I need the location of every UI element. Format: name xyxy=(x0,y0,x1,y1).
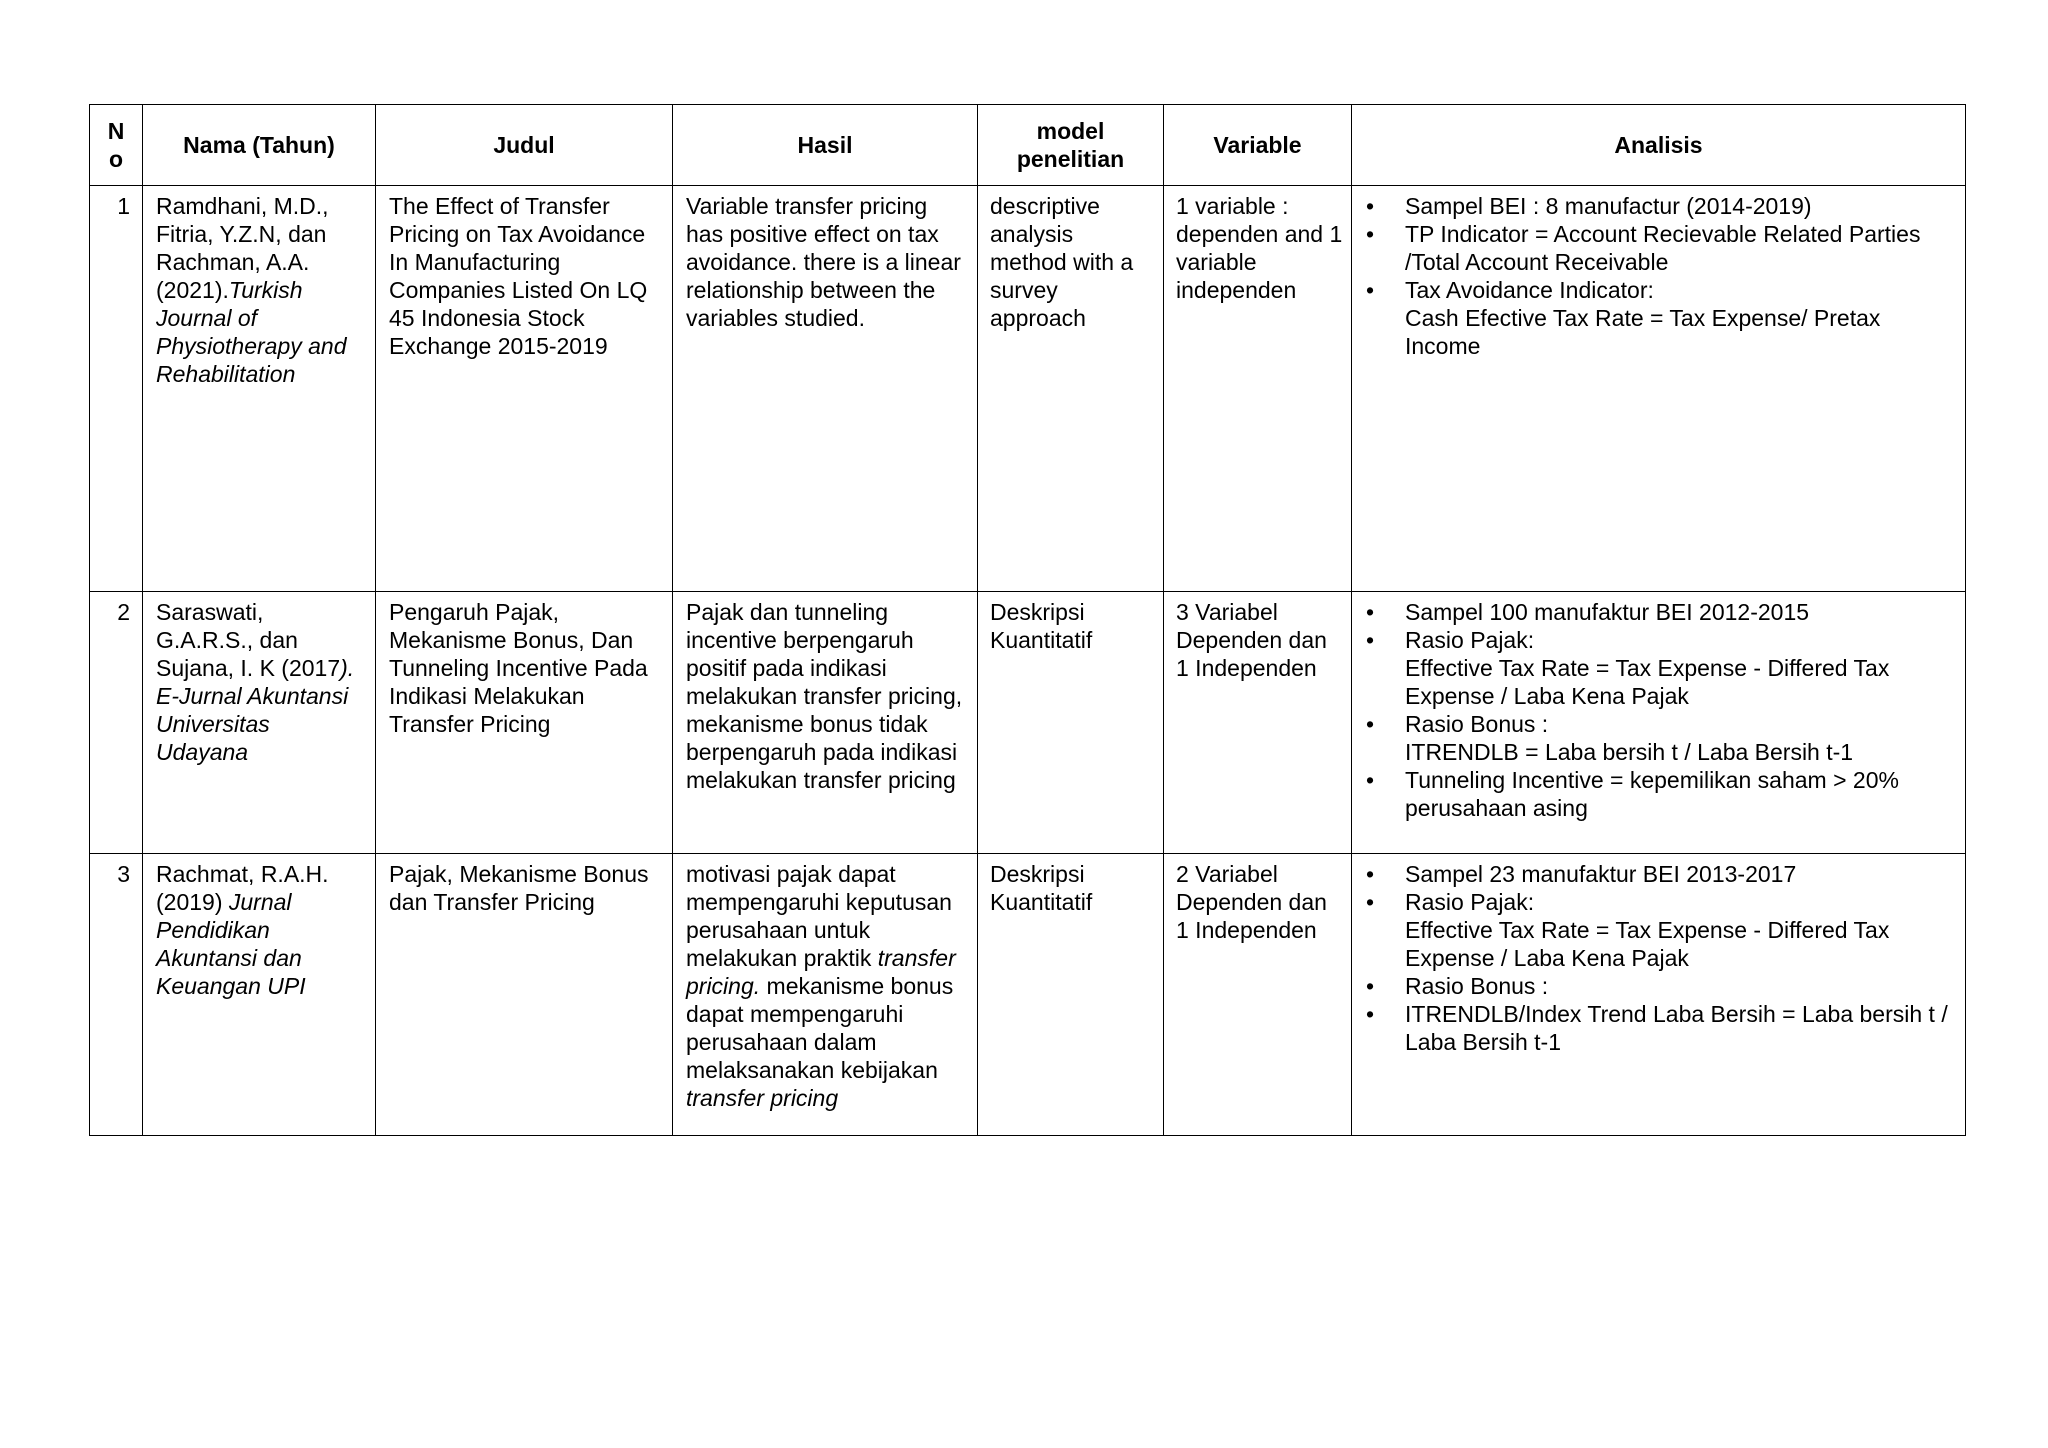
cell-judul: Pajak, Mekanisme Bonus dan Transfer Pricing xyxy=(376,854,673,1136)
header-variable: Variable xyxy=(1164,105,1352,186)
header-model: model penelitian xyxy=(978,105,1164,186)
header-judul: Judul xyxy=(376,105,673,186)
cell-judul: The Effect of Transfer Pricing on Tax Avoidance In Manufacturing Companies Listed On LQ 45 Indonesia Stock Exchange 2015-2019 xyxy=(376,186,673,592)
cell-judul: Pengaruh Pajak, Mekanisme Bonus, Dan Tunneling Incentive Pada Indikasi Melakukan Transfer Pricing xyxy=(376,592,673,854)
literature-review-table xyxy=(89,104,1966,1136)
cell-model: descriptive analysis method with a survey approach xyxy=(978,186,1164,592)
cell-hasil: Variable transfer pricing has positive effect on tax avoidance. there is a linear relationship between the variables studied. xyxy=(673,186,978,592)
cell-nama: Ramdhani, M.D., Fitria, Y.Z.N, dan Rachman, A.A. (2021).Turkish Journal of Physiotherapy and Rehabilitation xyxy=(143,186,376,592)
list-item: • Tax Avoidance Indicator: Cash Efective Tax Rate = Tax Expense/ Pretax Income xyxy=(1365,276,1953,360)
header-no: N o xyxy=(90,105,143,186)
list-item: • Rasio Pajak: Effective Tax Rate = Tax Expense - Differed Tax Expense / Laba Kena Pajak xyxy=(1365,888,1953,972)
cell-variable: 2 Variabel Dependen dan 1 Independen xyxy=(1164,854,1352,1136)
list-item: • Rasio Bonus : ITRENDLB = Laba bersih t / Laba Bersih t-1 xyxy=(1365,710,1953,766)
cell-no: 1 xyxy=(90,186,143,592)
list-item: • Tunneling Incentive = kepemilikan saham > 20% perusahaan asing xyxy=(1365,766,1953,822)
cell-nama: Rachmat, R.A.H. (2019) Jurnal Pendidikan Akuntansi dan Keuangan UPI xyxy=(143,854,376,1136)
list-item: • Rasio Bonus : xyxy=(1365,972,1953,1000)
cell-model: Deskripsi Kuantitatif xyxy=(978,854,1164,1136)
header-analisis: Analisis xyxy=(1352,105,1966,186)
cell-no: 3 xyxy=(90,854,143,1136)
table-row xyxy=(90,186,1966,592)
cell-analisis xyxy=(1352,854,1966,1136)
list-item: • Sampel 100 manufaktur BEI 2012-2015 xyxy=(1365,598,1953,626)
header-hasil: Hasil xyxy=(673,105,978,186)
list-item: • Sampel BEI : 8 manufactur (2014-2019) xyxy=(1365,192,1953,220)
cell-hasil: Pajak dan tunneling incentive berpengaruh positif pada indikasi melakukan transfer pricing, mekanisme bonus tidak berpengaruh pada indikasi melakukan transfer pricing xyxy=(673,592,978,854)
cell-hasil: motivasi pajak dapat mempengaruhi keputusan perusahaan untuk melakukan praktik transfer pricing. mekanisme bonus dapat mempengaruhi perusahaan dalam melaksanakan kebijakan transfer pricing xyxy=(673,854,978,1136)
cell-variable: 3 Variabel Dependen dan 1 Independen xyxy=(1164,592,1352,854)
list-item: • Rasio Pajak: Effective Tax Rate = Tax Expense - Differed Tax Expense / Laba Kena Pajak xyxy=(1365,626,1953,710)
cell-analisis xyxy=(1352,592,1966,854)
table-row xyxy=(90,854,1966,1136)
cell-no: 2 xyxy=(90,592,143,854)
header-nama: Nama (Tahun) xyxy=(143,105,376,186)
cell-nama: Saraswati, G.A.R.S., dan Sujana, I. K (2017). E-Jurnal Akuntansi Universitas Udayana xyxy=(143,592,376,854)
list-item: • TP Indicator = Account Recievable Related Parties /Total Account Receivable xyxy=(1365,220,1953,276)
cell-variable: 1 variable : dependen and 1 variable independen xyxy=(1164,186,1352,592)
cell-model: Deskripsi Kuantitatif xyxy=(978,592,1164,854)
header-row xyxy=(90,105,1966,186)
list-item: • Sampel 23 manufaktur BEI 2013-2017 xyxy=(1365,860,1953,888)
cell-analisis xyxy=(1352,186,1966,592)
table-row xyxy=(90,592,1966,854)
list-item: • ITRENDLB/Index Trend Laba Bersih = Laba bersih t / Laba Bersih t-1 xyxy=(1365,1000,1953,1056)
